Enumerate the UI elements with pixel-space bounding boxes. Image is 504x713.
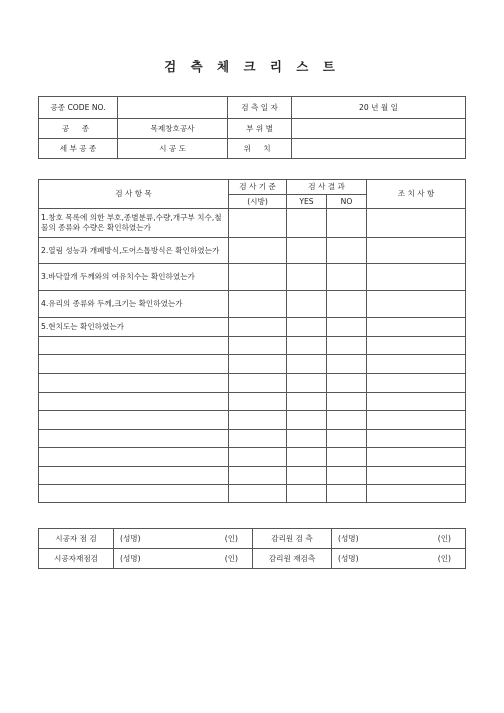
table-row	[39, 448, 466, 467]
col-header-standard-sub: (시방)	[229, 195, 287, 209]
col-header-standard: 검 사 기 준	[229, 180, 287, 195]
location-label: 위 치	[228, 139, 292, 159]
inspection-item	[39, 430, 229, 448]
col-header-yes: YES	[287, 195, 327, 209]
supervisor-reinspect-label: 감리원 재검측	[253, 549, 332, 569]
name-label: (성명)	[120, 533, 141, 543]
table-row	[39, 318, 466, 337]
sub-work-type-label: 세 부 공 종	[39, 139, 118, 159]
inspection-date-field[interactable]: 20 년 월 일	[292, 97, 466, 119]
action-cell[interactable]	[367, 374, 466, 393]
yes-cell[interactable]	[287, 291, 327, 318]
inspection-item	[39, 374, 229, 393]
yes-cell[interactable]	[287, 209, 327, 238]
table-row	[39, 430, 466, 448]
seal-label: (인)	[437, 553, 451, 563]
no-cell[interactable]	[327, 264, 367, 291]
standard-cell[interactable]	[229, 374, 287, 393]
standard-cell[interactable]	[229, 411, 287, 430]
standard-cell[interactable]	[229, 291, 287, 318]
inspection-item: 4.유리의 종류와 두께,크기는 확인하였는가	[39, 291, 229, 318]
inspection-item: 1.창호 목록에 의한 부호,종별분류,수량,개구부 치수,철물의 종류와 수량은 확인하였는가	[39, 209, 229, 238]
no-cell[interactable]	[327, 467, 367, 485]
no-cell[interactable]	[327, 355, 367, 374]
code-no-field[interactable]	[118, 97, 228, 119]
action-cell[interactable]	[367, 485, 466, 503]
contractor-check-signature[interactable]	[114, 529, 253, 549]
action-cell[interactable]	[367, 264, 466, 291]
signature-table	[38, 528, 466, 569]
yes-cell[interactable]	[287, 393, 327, 411]
work-type-label: 공 종	[39, 119, 118, 139]
action-cell[interactable]	[367, 238, 466, 264]
location-field[interactable]	[292, 139, 466, 159]
table-row	[39, 209, 466, 238]
inspection-item	[39, 393, 229, 411]
col-header-no: NO	[327, 195, 367, 209]
checklist-table	[38, 179, 466, 503]
name-label: (성명)	[338, 553, 359, 563]
seal-label: (인)	[224, 533, 238, 543]
supervisor-inspect-signature[interactable]	[332, 529, 466, 549]
name-label: (성명)	[338, 533, 359, 543]
inspection-date-label: 검 측 일 자	[228, 97, 292, 119]
yes-cell[interactable]	[287, 448, 327, 467]
inspection-item	[39, 448, 229, 467]
table-row	[39, 485, 466, 503]
yes-cell[interactable]	[287, 485, 327, 503]
inspection-item: 2.열림 성능과 개폐방식,도어스톱방식은 확인하였는가	[39, 238, 229, 264]
yes-cell[interactable]	[287, 264, 327, 291]
work-type-field[interactable]: 목제창호공사	[118, 119, 228, 139]
table-row	[39, 337, 466, 355]
contractor-recheck-signature[interactable]	[114, 549, 253, 569]
no-cell[interactable]	[327, 209, 367, 238]
supervisor-inspect-label: 감리원 검 측	[253, 529, 332, 549]
action-cell[interactable]	[367, 291, 466, 318]
part-label: 부 위 별	[228, 119, 292, 139]
page-title: 검 측 체 크 리 스 트	[164, 59, 340, 74]
col-header-item: 검 사 항 목	[39, 180, 229, 209]
action-cell[interactable]	[367, 411, 466, 430]
standard-cell[interactable]	[229, 430, 287, 448]
standard-cell[interactable]	[229, 264, 287, 291]
table-row	[39, 393, 466, 411]
contractor-recheck-label: 시공자재점검	[39, 549, 114, 569]
yes-cell[interactable]	[287, 467, 327, 485]
supervisor-reinspect-signature[interactable]	[332, 549, 466, 569]
standard-cell[interactable]	[229, 448, 287, 467]
table-row	[39, 411, 466, 430]
no-cell[interactable]	[327, 238, 367, 264]
action-cell[interactable]	[367, 430, 466, 448]
standard-cell[interactable]	[229, 238, 287, 264]
table-row	[39, 264, 466, 291]
inspection-item	[39, 355, 229, 374]
part-field[interactable]	[292, 119, 466, 139]
contractor-check-label: 시공자 점 검	[39, 529, 114, 549]
yes-cell[interactable]	[287, 318, 327, 337]
sub-work-type-field[interactable]: 시 공 도	[118, 139, 228, 159]
inspection-item	[39, 467, 229, 485]
header-table	[38, 96, 466, 159]
seal-label: (인)	[437, 533, 451, 543]
yes-cell[interactable]	[287, 430, 327, 448]
table-row	[39, 467, 466, 485]
no-cell[interactable]	[327, 485, 367, 503]
yes-cell[interactable]	[287, 337, 327, 355]
inspection-item: 3.바닥깔개 두께와의 여유치수는 확인하였는가	[39, 264, 229, 291]
no-cell[interactable]	[327, 430, 367, 448]
action-cell[interactable]	[367, 448, 466, 467]
inspection-item: 5.현치도는 확인하였는가	[39, 318, 229, 337]
inspection-item	[39, 411, 229, 430]
yes-cell[interactable]	[287, 411, 327, 430]
standard-cell[interactable]	[229, 485, 287, 503]
no-cell[interactable]	[327, 448, 367, 467]
yes-cell[interactable]	[287, 238, 327, 264]
standard-cell[interactable]	[229, 467, 287, 485]
standard-cell[interactable]	[229, 209, 287, 238]
no-cell[interactable]	[327, 337, 367, 355]
standard-cell[interactable]	[229, 318, 287, 337]
no-cell[interactable]	[327, 374, 367, 393]
col-header-action: 조 치 사 항	[367, 180, 466, 209]
standard-cell[interactable]	[229, 337, 287, 355]
no-cell[interactable]	[327, 318, 367, 337]
no-cell[interactable]	[327, 393, 367, 411]
table-row	[39, 238, 466, 264]
table-row	[39, 355, 466, 374]
yes-cell[interactable]	[287, 374, 327, 393]
no-cell[interactable]	[327, 291, 367, 318]
name-label: (성명)	[120, 553, 141, 563]
action-cell[interactable]	[367, 337, 466, 355]
action-cell[interactable]	[367, 355, 466, 374]
inspection-item	[39, 337, 229, 355]
action-cell[interactable]	[367, 393, 466, 411]
standard-cell[interactable]	[229, 355, 287, 374]
seal-label: (인)	[224, 553, 238, 563]
col-header-result: 검 사 결 과	[287, 180, 367, 195]
yes-cell[interactable]	[287, 355, 327, 374]
action-cell[interactable]	[367, 318, 466, 337]
action-cell[interactable]	[367, 467, 466, 485]
table-row	[39, 291, 466, 318]
standard-cell[interactable]	[229, 393, 287, 411]
no-cell[interactable]	[327, 411, 367, 430]
inspection-item	[39, 485, 229, 503]
table-row	[39, 374, 466, 393]
code-no-label: 공종 CODE NO.	[39, 97, 118, 119]
action-cell[interactable]	[367, 209, 466, 238]
